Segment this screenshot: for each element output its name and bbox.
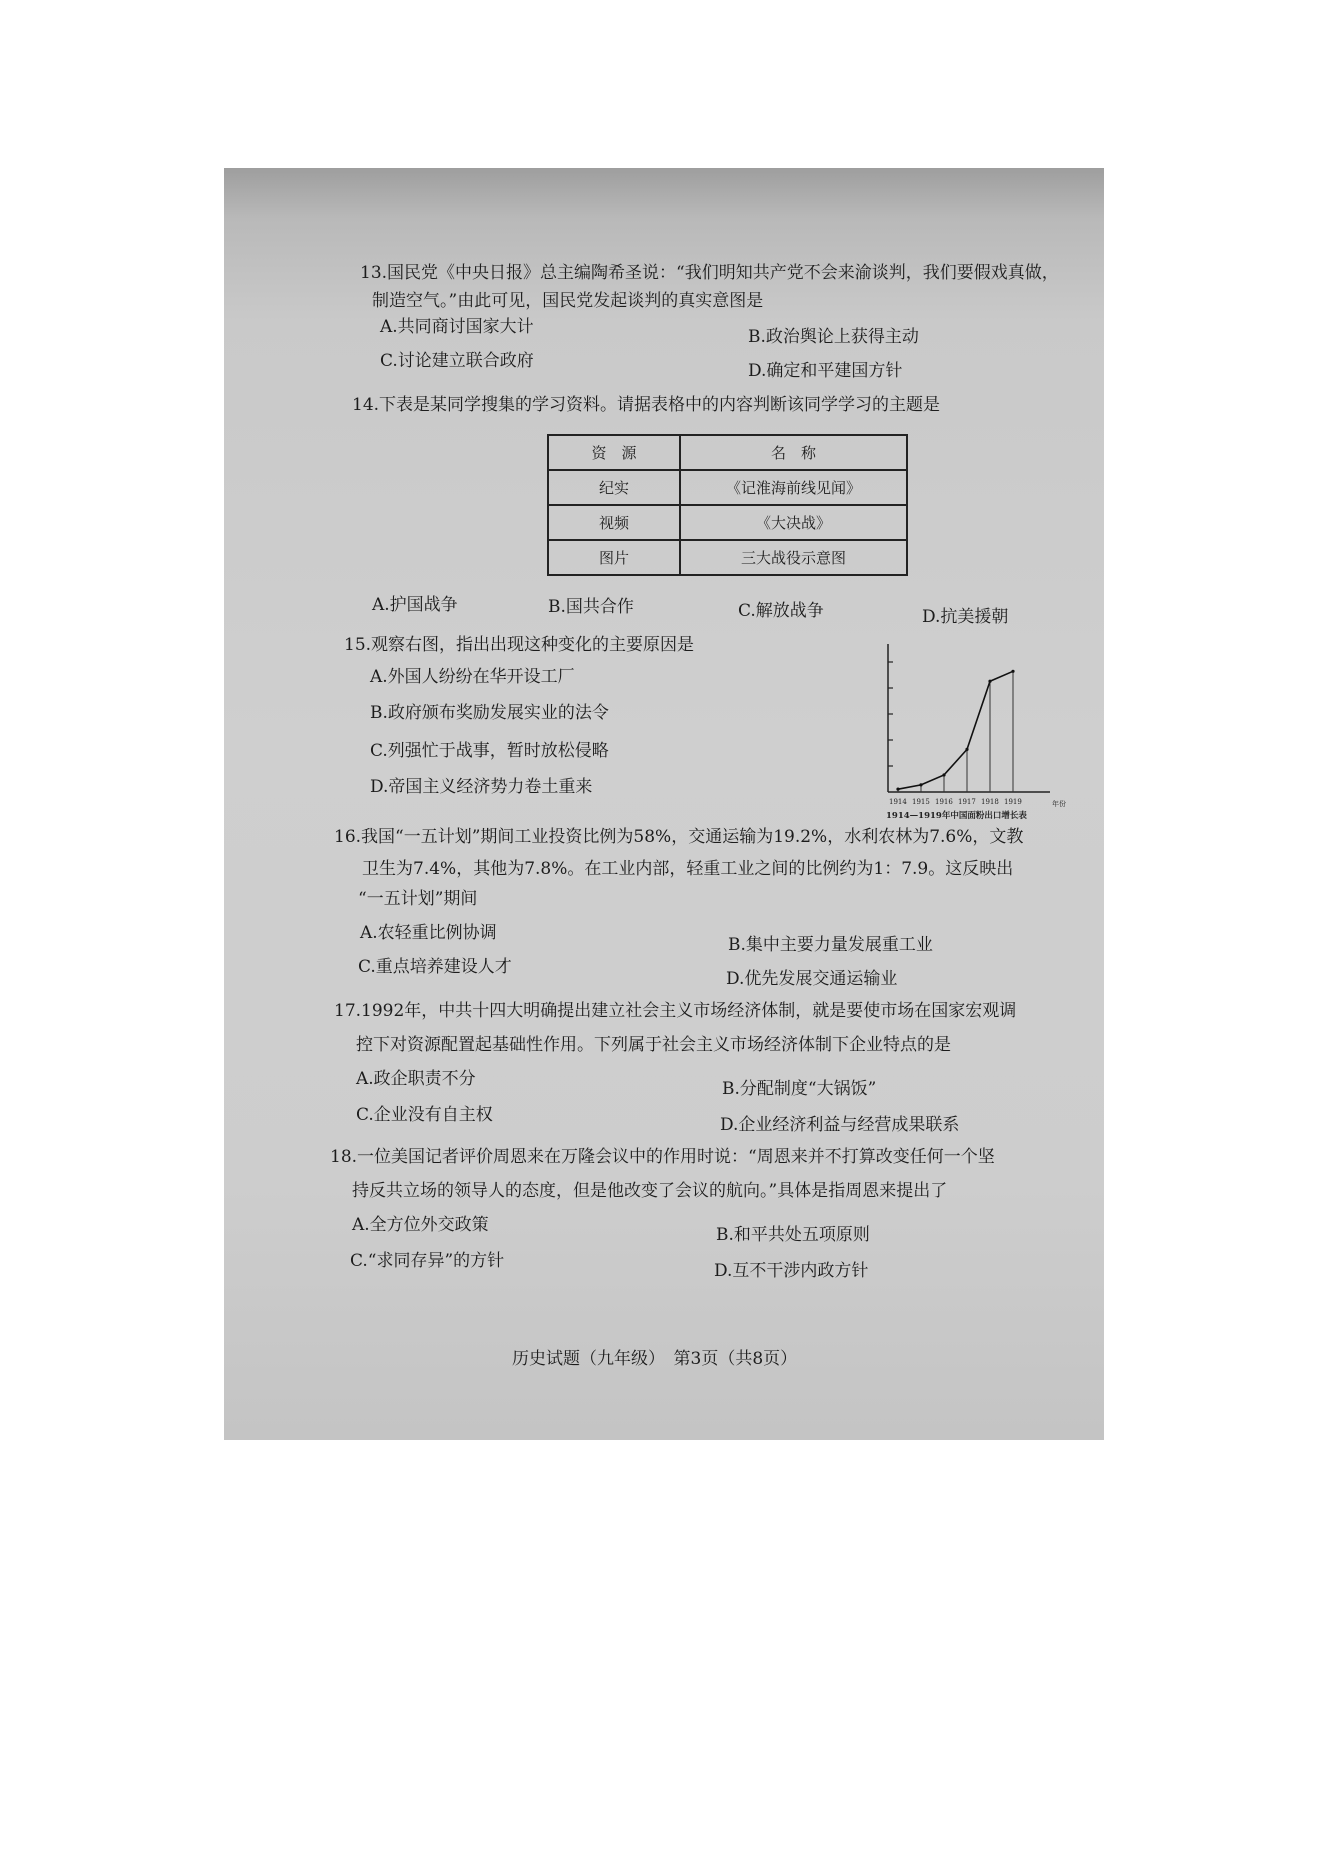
q14-option-d: D.抗美援朝: [922, 607, 1009, 627]
q14-option-b: B.国共合作: [548, 597, 634, 617]
series-line: [898, 671, 1013, 789]
q15-option-c: C.列强忙于战事，暂时放松侵略: [370, 741, 609, 761]
data-point: [965, 748, 968, 751]
q16-option-b: B.集中主要力量发展重工业: [728, 935, 933, 955]
q16-option-c: C.重点培养建设人才: [358, 957, 512, 977]
q17-option-b: B.分配制度“大锅饭”: [722, 1079, 877, 1099]
q15-option-d: D.帝国主义经济势力卷土重来: [370, 777, 593, 797]
q17-option-c: C.企业没有自主权: [356, 1105, 493, 1125]
x-tick-label: 1918: [981, 798, 999, 806]
table-cell: 图片: [548, 540, 680, 575]
x-tick-label: 1915: [912, 798, 930, 806]
x-tick-label: 1917: [958, 798, 976, 806]
q16-stem-line2: 卫生为7.4%，其他为7.8%。在工业内部，轻重工业之间的比例约为1：7.9。这反映出: [362, 859, 1014, 879]
q15-option-a: A.外国人纷纷在华开设工厂: [370, 667, 575, 687]
q18-option-d: D.互不干涉内政方针: [714, 1261, 869, 1281]
table-row: [548, 470, 907, 505]
q13-option-b: B.政治舆论上获得主动: [748, 327, 919, 347]
q14-option-a: A.护国战争: [372, 595, 458, 615]
table-cell: 视频: [548, 505, 680, 540]
q16-option-d: D.优先发展交通运输业: [726, 969, 898, 989]
q14-stem: 14.下表是某同学搜集的学习资料。请据表格中的内容判断该同学学习的主题是: [352, 395, 941, 415]
q18-stem-line2: 持反共立场的领导人的态度，但是他改变了会议的航向。”具体是指周恩来提出了: [352, 1181, 948, 1201]
x-tick-labels: [889, 798, 1022, 806]
q13-option-c: C.讨论建立联合政府: [380, 351, 534, 371]
year-drop-lines: [898, 671, 1013, 792]
data-point: [919, 783, 922, 786]
x-tick-label: 1919: [1004, 798, 1022, 806]
q13-stem-line1: 13.国民党《中央日报》总主编陶希圣说：“我们明知共产党不会来渝谈判，我们要假戏真做，: [360, 263, 1059, 283]
table-cell: 纪实: [548, 470, 680, 505]
table-row: [548, 505, 907, 540]
page-footer: 历史试题（九年级） 第3页（共8页）: [512, 1349, 798, 1369]
x-tick-label: 1916: [935, 798, 953, 806]
resource-table: [547, 434, 908, 576]
x-tick-label: 1914: [889, 798, 907, 806]
q17-stem-line2: 控下对资源配置起基础性作用。下列属于社会主义市场经济体制下企业特点的是: [356, 1035, 951, 1055]
table-cell: 《记淮海前线见闻》: [680, 470, 907, 505]
q15-stem: 15.观察右图，指出出现这种变化的主要原因是: [344, 635, 695, 655]
q17-option-a: A.政企职责不分: [356, 1069, 476, 1089]
q18-stem-line1: 18.一位美国记者评价周恩来在万隆会议中的作用时说：“周恩来并不打算改变任何一个坚: [330, 1147, 995, 1167]
q16-stem-line3: “一五计划”期间: [358, 889, 478, 909]
chart-caption: 1914—1919年中国面粉出口增长表: [886, 811, 1027, 820]
table-row: [548, 540, 907, 575]
table-cell: 《大决战》: [680, 505, 907, 540]
q18-option-b: B.和平共处五项原则: [716, 1225, 870, 1245]
q14-option-c: C.解放战争: [738, 601, 824, 621]
q13-option-d: D.确定和平建国方针: [748, 361, 903, 381]
table-header-cell: 名 称: [680, 435, 907, 470]
q13-stem-line2: 制造空气。”由此可见，国民党发起谈判的真实意图是: [372, 291, 764, 311]
q17-stem-line1: 17.1992年，中共十四大明确提出建立社会主义市场经济体制，就是要使市场在国家宏观调: [334, 1001, 1017, 1021]
data-points: [896, 670, 1014, 791]
q16-stem-line1: 16.我国“一五计划”期间工业投资比例为58%，交通运输为19.2%，水利农林为7.6%，文教: [334, 827, 1024, 847]
data-point: [896, 788, 899, 791]
data-point: [942, 773, 945, 776]
q18-option-c: C.“求同存异”的方针: [350, 1251, 505, 1271]
q13-option-a: A.共同商讨国家大计: [380, 317, 534, 337]
data-point: [1011, 670, 1014, 673]
flour-export-chart: [880, 640, 1080, 820]
q17-option-d: D.企业经济利益与经营成果联系: [720, 1115, 960, 1135]
x-axis-label: 年份: [1052, 800, 1066, 808]
data-point: [988, 680, 991, 683]
q15-option-b: B.政府颁布奖励发展实业的法令: [370, 703, 609, 723]
q16-option-a: A.农轻重比例协调: [360, 923, 497, 943]
table-cell: 三大战役示意图: [680, 540, 907, 575]
table-header-row: [548, 435, 907, 470]
q18-option-a: A.全方位外交政策: [352, 1215, 489, 1235]
table-header-cell: 资 源: [548, 435, 680, 470]
